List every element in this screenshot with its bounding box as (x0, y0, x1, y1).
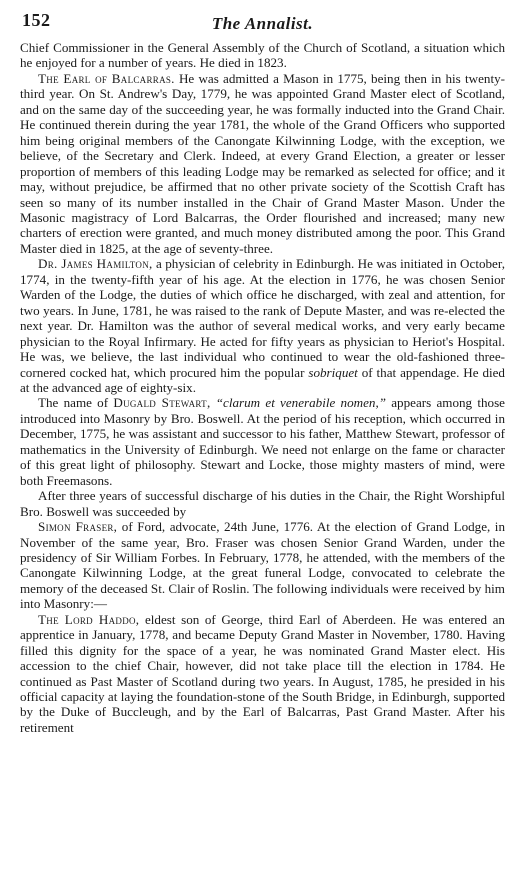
person-name: The Lord Haddo, (38, 611, 140, 627)
paragraph (20, 71, 505, 256)
body-text (20, 40, 505, 735)
italic-phrase: “clarum et venerabile nomen,” (215, 395, 387, 411)
text-run: of that appendage. He died at the advanced age of eighty-six. (20, 364, 505, 395)
person-name: The Earl of Balcarras. (38, 70, 175, 86)
text-run: of Ford, advocate, 24th June, 1776. At the election of Grand Lodge, in November of the same year, Bro. Fraser was chosen Senior Grand Warden, under the presidency of Sir William Forbes. In February, 1778, he attended, with the members of the Canongate Kilwinning Lodge, at the great funeral Lodge, convocated to celebrate the memory of the deceased St. Clair of Roslin. The following individuals were received by him into Masonry:— (20, 519, 505, 612)
page-header (20, 6, 505, 40)
person-name: Dugald Stewart, (113, 395, 211, 411)
paragraph (20, 395, 505, 488)
paragraph (20, 256, 505, 395)
text-run: The name of (38, 395, 114, 411)
text-run: appears among those introduced into Masonry by Bro. Boswell. At the period of his reception, which occurred in December, 1775, he was assistant and successor to his father, Matthew Stewart, professor of mathematics in the University of Edinburgh. We need not enlarge on the fame or character of this great light of philosophy. Stewart and Locke, those mighty masters of mind, were both Freemasons. (20, 395, 505, 488)
paragraph (20, 612, 505, 736)
person-name: Simon Fraser, (38, 519, 118, 535)
text-run: He was admitted a Mason in 1775, being then in his twenty-third year. On St. Andrew's Day, 1779, he was appointed Grand Master elect of Scotland, and on the same day of the succeeding year, he was formally inducted into the Grand Chair. He continued therein during the year 1781, the whole of the Grand Officers who supported him being original members of the Canongate Kilwinning Lodge, with the exception, we believe, of the Secretary and Clerk. Indeed, at every Grand Election, a greater or lesser proportion of members of this leading Lodge may be remarked as selected for office; and it may, without prejudice, be affirmed that no other private society of the Scottish Craft has seen so many of its number installed in the Chair of Grand Master Mason. Under the Masonic magistracy of Lord Balcarras, the Order flourished and increased; many new charters of erection were granted, and much money distributed among the poor. This Grand Master died in 1825, at the age of seventy-three. (20, 70, 505, 256)
running-head: The Annalist. (211, 14, 314, 33)
page-number: 152 (22, 10, 51, 30)
text-run: After three years of successful discharge of his duties in the Chair, the Right Worshipful Bro. Boswell was succeeded by (20, 488, 505, 519)
text-run: eldest son of George, third Earl of Aberdeen. He was entered an apprentice in January, 1778, and became Deputy Grand Master in November, 1780. Having filled this dignity for the space of a year, he was nominated Grand Master elect. His accession to the chief Chair, however, did not take place till the election in 1784. He continued as Past Master of Scotland during two years. In August, 1785, he presided in his official capacity at laying the foundation-stone of the South Bridge, in Edinburgh, supported by the Duke of Buccleugh, and by the Earl of Balcarras, Past Grand Master. After his retirement (20, 611, 505, 735)
paragraph (20, 519, 505, 612)
italic-phrase: sobriquet (308, 364, 358, 380)
text-run: Chief Commissioner in the General Assembly of the Church of Scotland, a situation which he enjoyed for a number of years. He died in 1823. (20, 40, 505, 71)
paragraph (20, 40, 505, 71)
paragraph (20, 488, 505, 519)
person-name: Dr. James Hamilton, (38, 256, 153, 272)
text-run: a physician of celebrity in Edinburgh. He was initiated in October, 1774, in the twenty-fifth year of his age. At the election in 1776, he was chosen Senior Warden of the Lodge, the duties of which office he discharged, with zeal and attention, for two years. In June, 1781, he was raised to the rank of Depute Master, and was re-elected the next year. Dr. Hamilton was the author of several medical works, and very early became physician to the Royal Infirmary. He acted for fifty years as physician to Heriot's Hospital. He was, we believe, the last individual who continued to wear the old-fashioned three-cornered cocked hat, which procured him the popular (20, 256, 505, 380)
